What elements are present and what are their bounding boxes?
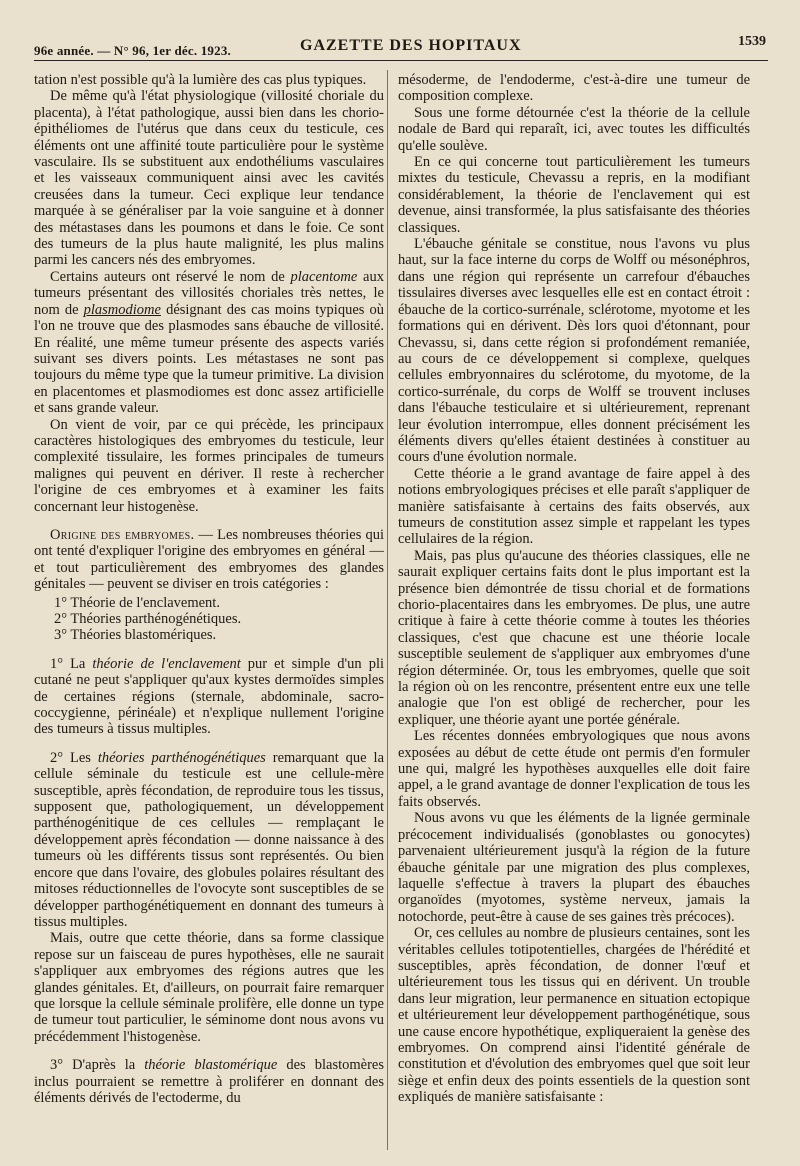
paragraph: mésoderme, de l'endoderme, c'est-à-dire une tumeur de composition complexe.	[398, 72, 750, 105]
paragraph: 1° La théorie de l'enclavement pur et simple d'un pli cutané ne peut s'appliquer qu'aux kystes dermoïdes simples de certaines régions (sternale, abdominale, sacro-coccygienne, périnéale) et n'explique nullement l'origine des tumeurs à tissus multiples.	[34, 655, 384, 738]
section-paragraph: Origine des embryomes. — Les nombreuses théories qui ont tenté d'expliquer l'origine des embryomes en général — et tout particulièrement des embryomes des glandes génitales — peuvent se diviser en trois catégories :	[34, 526, 384, 593]
paragraph: L'ébauche génitale se constitue, nous l'avons vu plus haut, sur la face interne du corps de Wolff ou mésonéphros, dans une région qui représente un carrefour d'ébauches tissulaires diverses avec lesquelles elle est en contact étroit : ébauche de la cortico-surrénale, sclérotome, myotome et les formations qui en dérivent. Dès lors quoi d'étonnant, pour Chevassu, si, dans cette région si profondément remaniée, au cours de ce développement si complexe, quelques cellules embryonnaires du sclérotome, du myotome, de la cortico-surrénale, du corps de Wolff se trouvent incluses dans l'ébauche testiculaire et si ultérieurement, reprenant leur évolution interrompue, elles donnent précisément les éléments divers qu'elles étaient destinées à constituer au cours d'une évolution normale.	[398, 236, 750, 466]
list-item: 2° Théories parthénogénétiques.	[54, 611, 242, 627]
theory-list	[34, 595, 384, 644]
paragraph: 2° Les théories parthénogénétiques remarquant que la cellule séminale du testicule est une cellule-mère susceptible, après fécondation, de reproduire tous les tissus, supposent que, pathologiquement, un développement parthénogénitique de ces cellules — remplaçant le développement après fécondation — donne naissance à des tumeurs où les différents tissus sont représentés. Ou bien encore que dans l'ovaire, des globules polaires résultant des mitoses réductionnelles de l'ovocyte sont susceptibles de se développer parthogénétiquement en donnant des tumeurs à tissus multiples.	[34, 749, 384, 930]
paragraph: Or, ces cellules au nombre de plusieurs centaines, sont les véritables cellules totipotentielles, chargées de l'hérédité et susceptibles, après fécondation, de donner l'œuf et ultérieurement tous les tissus qui en dérivent. Un trouble dans leur migration, leur permanence en situation ectopique et ultérieurement leur développement parthogénétique, sous une cause encore hypothétique, expliqueraient la genèse des embryomes. On comprend ainsi l'identité générale de constitution et d'évolution des embryomes quel que soit leur siège et enfin deux des points essentiels de la question sont expliqués de manière satisfaisante :	[398, 925, 750, 1106]
list-item: 3° Théories blastomériques.	[54, 627, 217, 644]
paragraph: tation n'est possible qu'à la lumière des cas plus typiques.	[34, 72, 367, 88]
paragraph: Sous une forme détournée c'est la théorie de la cellule nodale de Bard qui reparaît, ici, avec toutes les difficultés qu'elle soulève.	[398, 104, 750, 154]
column-divider	[387, 70, 388, 1150]
paragraph: On vient de voir, par ce qui précède, les principaux caractères histologiques des embryomes du testicule, leur complexité tissulaire, les formes principales de tumeurs malignes qui peuvent en dériver. Il reste à rechercher l'origine de ces embryomes et à examiner les faits concernant leur histogenèse.	[34, 416, 384, 515]
left-column	[34, 72, 384, 1152]
list-item: 1° Théorie de l'enclavement.	[54, 594, 220, 611]
paragraph: Nous avons vu que les éléments de la lignée germinale précocement individualisés (gonoblastes ou gonocytes) parvenaient ultérieurement jusqu'à la région de la future ébauche génitale par une migration des plus complexes, laquelle s'effectue à travers la plupart des ébauches organoïdes (myotomes, système nerveux, jamais la notochorde, peut-être à cause de ses gaines très précoces).	[398, 810, 750, 925]
paragraph: Cette théorie a le grand avantage de faire appel à des notions embryologiques précises et elle paraît s'appliquer de manière satisfaisante à certains des faits observés, aux tumeurs de constitution assez simple et rappelant les types cellulaires de la région.	[398, 465, 750, 548]
paragraph: Les récentes données embryologiques que nous avons exposées au début de cette étude ont permis d'en formuler une qui, malgré les hypothèses auxquelles elle doit faire appel, a le grand avantage de donner l'explication de tous les faits observés.	[398, 728, 750, 810]
page-number: 1539	[738, 34, 766, 49]
header-rule	[34, 60, 768, 61]
page-header	[34, 30, 768, 60]
section-heading: Origine des embryomes.	[50, 526, 195, 543]
paragraph: De même qu'à l'état physiologique (villosité choriale du placenta), à l'état pathologique, aussi bien dans les chorio-épithéliomes de l'utérus que dans ceux du testicule, ces éléments ont une affinité toute particulière pour le système vasculaire. Ils se substituent aux endothéliums vasculaires et les vaisseaux communiquent ainsi avec les cavités creusées dans la tumeur. Ceci explique leur tendance marquée à se généraliser par la voie sanguine et à donner des métastases dans les poumons et dans le foie. Ce sont des tumeurs de la plus haute malignité, les plus malins parmi les cancers nés des embryomes.	[34, 88, 384, 269]
right-column	[398, 72, 750, 1152]
paragraph: Mais, outre que cette théorie, dans sa forme classique repose sur un faisceau de pures hypothèses, elle ne saurait s'appliquer aux embryomes des régions autres que les glandes génitales. Et, d'ailleurs, on pourrait faire remarquer que lorsque la cellule séminale prolifère, elle donne un type de tumeur tout particulier, le séminome dont nous avons vu précédemment l'histogenèse.	[34, 930, 384, 1045]
paragraph: En ce qui concerne tout particulièrement les tumeurs mixtes du testicule, Chevassu a repris, en la modifiant considérablement, la théorie de l'enclavement qui est devenue, ainsi transformée, la plus satisfaisante des théories classiques.	[398, 154, 750, 236]
issue-line: 96e année. — N° 96, 1er déc. 1923.	[34, 43, 231, 58]
paragraph: 3° D'après la théorie blastomérique des blastomères inclus pourraient se remettre à proliférer en donnant des éléments dérivés de l'ectoderme, du	[34, 1057, 384, 1106]
journal-title: GAZETTE DES HOPITAUX	[300, 37, 522, 54]
paragraph: Mais, pas plus qu'aucune des théories classiques, elle ne saurait expliquer certains faits dont le plus important est la présence bien démontrée de tissu chorial et de formations chorio-placentaires dans les embryomes. De plus, une autre critique à faire à cette théorie comme à toutes les théories classiques, c'est que chacune est une théorie locale susceptible seulement de s'appliquer aux embryomes d'une région déterminée. Or, tous les embryomes, quelle que soit la région où on les rencontre, présentent entre eux une telle analogie que l'on est obligé de rechercher, pour les expliquer, une théorie ayant une portée générale.	[398, 547, 750, 728]
paragraph: Certains auteurs ont réservé le nom de placentome aux tumeurs présentant des villosités choriales très nettes, le nom de plasmodiome désignant des cas moins typiques où l'on ne trouve que des plasmodes sans ébauche de villosité. En réalité, une même tumeur présente des aspects variés suivant ses divers points. Les métastases ne sont pas toujours du même type que la tumeur primitive. La division en placentomes et plasmodiomes est donc assez artificielle et sans grande valeur.	[34, 268, 384, 417]
